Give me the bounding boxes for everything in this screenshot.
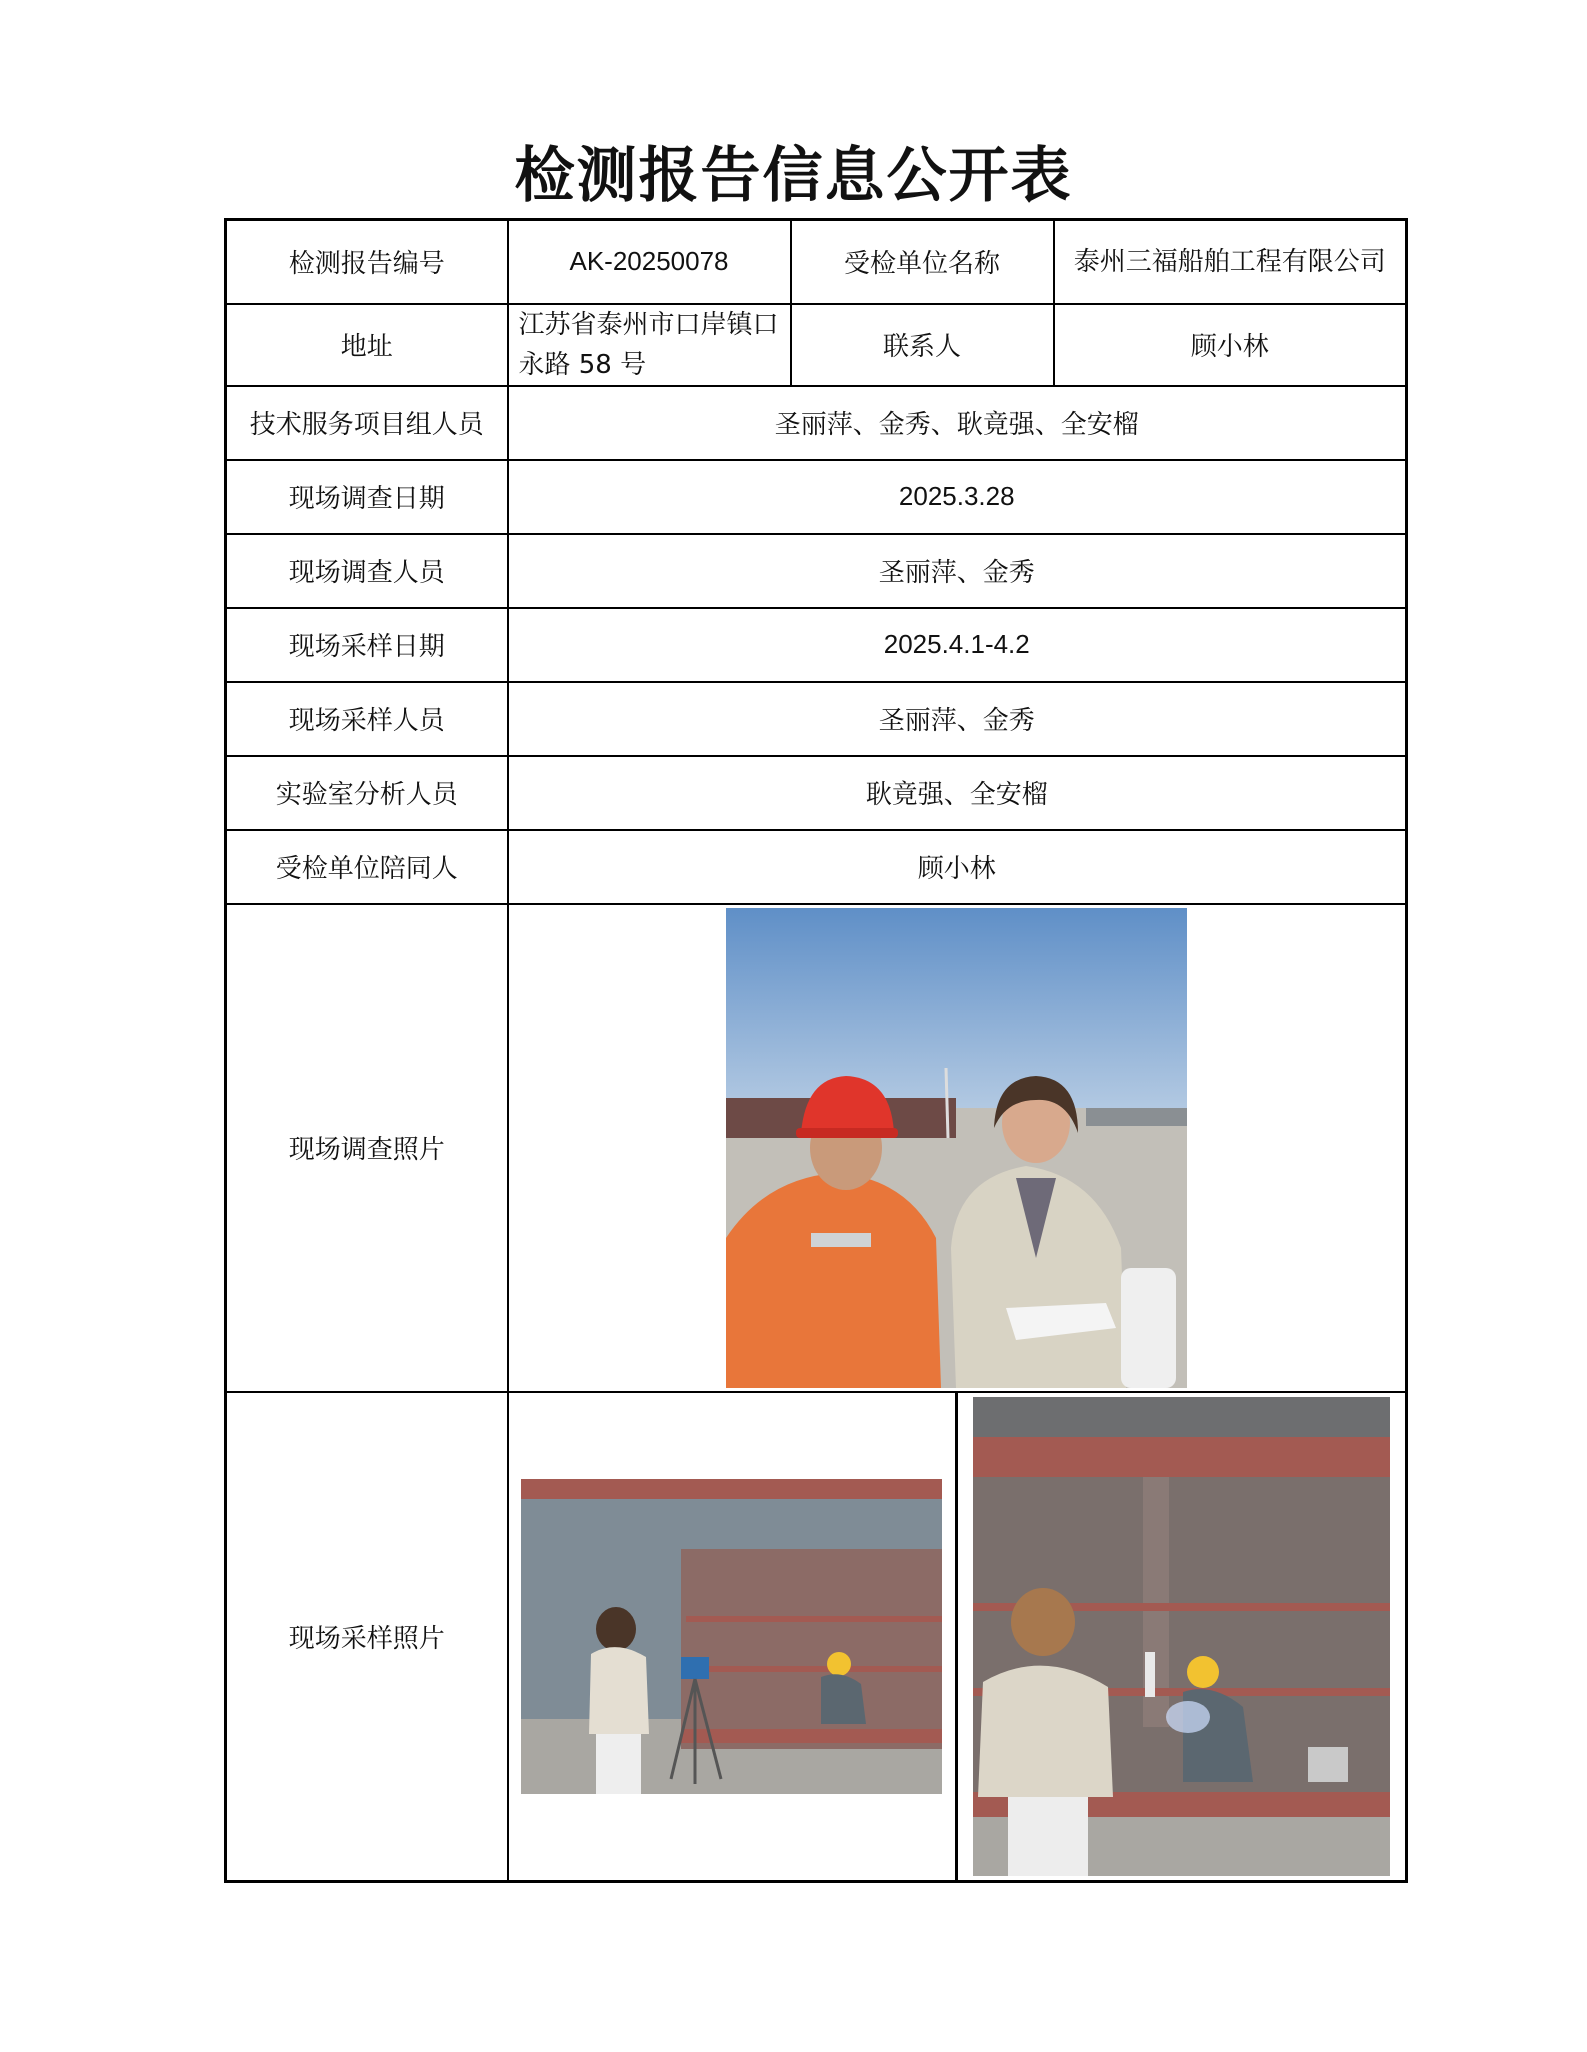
sampling-tube xyxy=(1145,1652,1155,1697)
white-pants xyxy=(1008,1797,1088,1876)
label-sampling-photo: 现场采样照片 xyxy=(226,1392,508,1882)
sampling-photo-cell xyxy=(508,1392,1407,1882)
survey-photo-cell xyxy=(508,904,1407,1392)
value-lab-staff: 耿竟强、全安榴 xyxy=(508,756,1407,830)
label-unit-name: 受检单位名称 xyxy=(791,220,1054,304)
report-table xyxy=(224,218,1408,1883)
row-lab-staff xyxy=(226,756,1407,830)
white-pants xyxy=(596,1734,641,1794)
steel-block xyxy=(681,1549,942,1749)
label-survey-staff: 现场调查人员 xyxy=(226,534,508,608)
reflective-strip xyxy=(811,1233,871,1247)
label-survey-date: 现场调查日期 xyxy=(226,460,508,534)
value-escort: 顾小林 xyxy=(508,830,1407,904)
label-team: 技术服务项目组人员 xyxy=(226,386,508,460)
label-report-no: 检测报告编号 xyxy=(226,220,508,304)
yellow-helmet xyxy=(1187,1656,1219,1688)
white-bag xyxy=(1121,1268,1176,1388)
sampling-photo-right xyxy=(973,1397,1390,1876)
sampler-device xyxy=(681,1657,709,1679)
row-sampling-date xyxy=(226,608,1407,682)
steel-base xyxy=(681,1729,942,1743)
woman-hair xyxy=(1011,1588,1075,1656)
label-sampling-date: 现场采样日期 xyxy=(226,608,508,682)
row-report-no xyxy=(226,220,1407,304)
beige-jacket xyxy=(978,1665,1113,1796)
row-sampling-staff xyxy=(226,682,1407,756)
distant-building xyxy=(1086,1108,1187,1126)
sampling-photo-left-cell xyxy=(509,1393,959,1880)
crane-beam xyxy=(973,1437,1390,1477)
value-sampling-date: 2025.4.1-4.2 xyxy=(508,608,1407,682)
white-jacket xyxy=(589,1647,649,1734)
label-escort: 受检单位陪同人 xyxy=(226,830,508,904)
value-survey-date: 2025.3.28 xyxy=(508,460,1407,534)
value-team: 圣丽萍、金秀、耿竟强、全安榴 xyxy=(508,386,1407,460)
value-address: 江苏省泰州市口岸镇口永路 58 号 xyxy=(508,304,791,386)
bucket xyxy=(1308,1747,1348,1782)
value-unit-name: 泰州三福船舶工程有限公司 xyxy=(1054,220,1407,304)
value-report-no: AK-20250078 xyxy=(508,220,791,304)
row-survey-staff xyxy=(226,534,1407,608)
label-address: 地址 xyxy=(226,304,508,386)
row-team xyxy=(226,386,1407,460)
row-survey-photo xyxy=(226,904,1407,1392)
row-survey-date xyxy=(226,460,1407,534)
yellow-helmet xyxy=(827,1652,851,1676)
label-sampling-staff: 现场采样人员 xyxy=(226,682,508,756)
sky xyxy=(726,908,1187,1123)
orange-suit xyxy=(726,1173,941,1388)
sampling-photo-left xyxy=(521,1479,942,1794)
row-sampling-photo xyxy=(226,1392,1407,1882)
woman-hair xyxy=(596,1607,636,1651)
page-title: 检测报告信息公开表 xyxy=(514,141,1073,211)
welding-glow xyxy=(1166,1701,1210,1733)
sampling-photo-right-cell xyxy=(958,1393,1405,1880)
value-sampling-staff: 圣丽萍、金秀 xyxy=(508,682,1407,756)
label-survey-photo: 现场调查照片 xyxy=(226,904,508,1392)
row-address xyxy=(226,304,1407,386)
label-lab-staff: 实验室分析人员 xyxy=(226,756,508,830)
label-contact: 联系人 xyxy=(791,304,1054,386)
crane-beam xyxy=(521,1479,942,1499)
row-escort xyxy=(226,830,1407,904)
helmet-brim xyxy=(796,1128,898,1138)
value-survey-staff: 圣丽萍、金秀 xyxy=(508,534,1407,608)
lamp-post xyxy=(946,1068,948,1138)
value-contact: 顾小林 xyxy=(1054,304,1407,386)
survey-photo xyxy=(726,908,1187,1388)
